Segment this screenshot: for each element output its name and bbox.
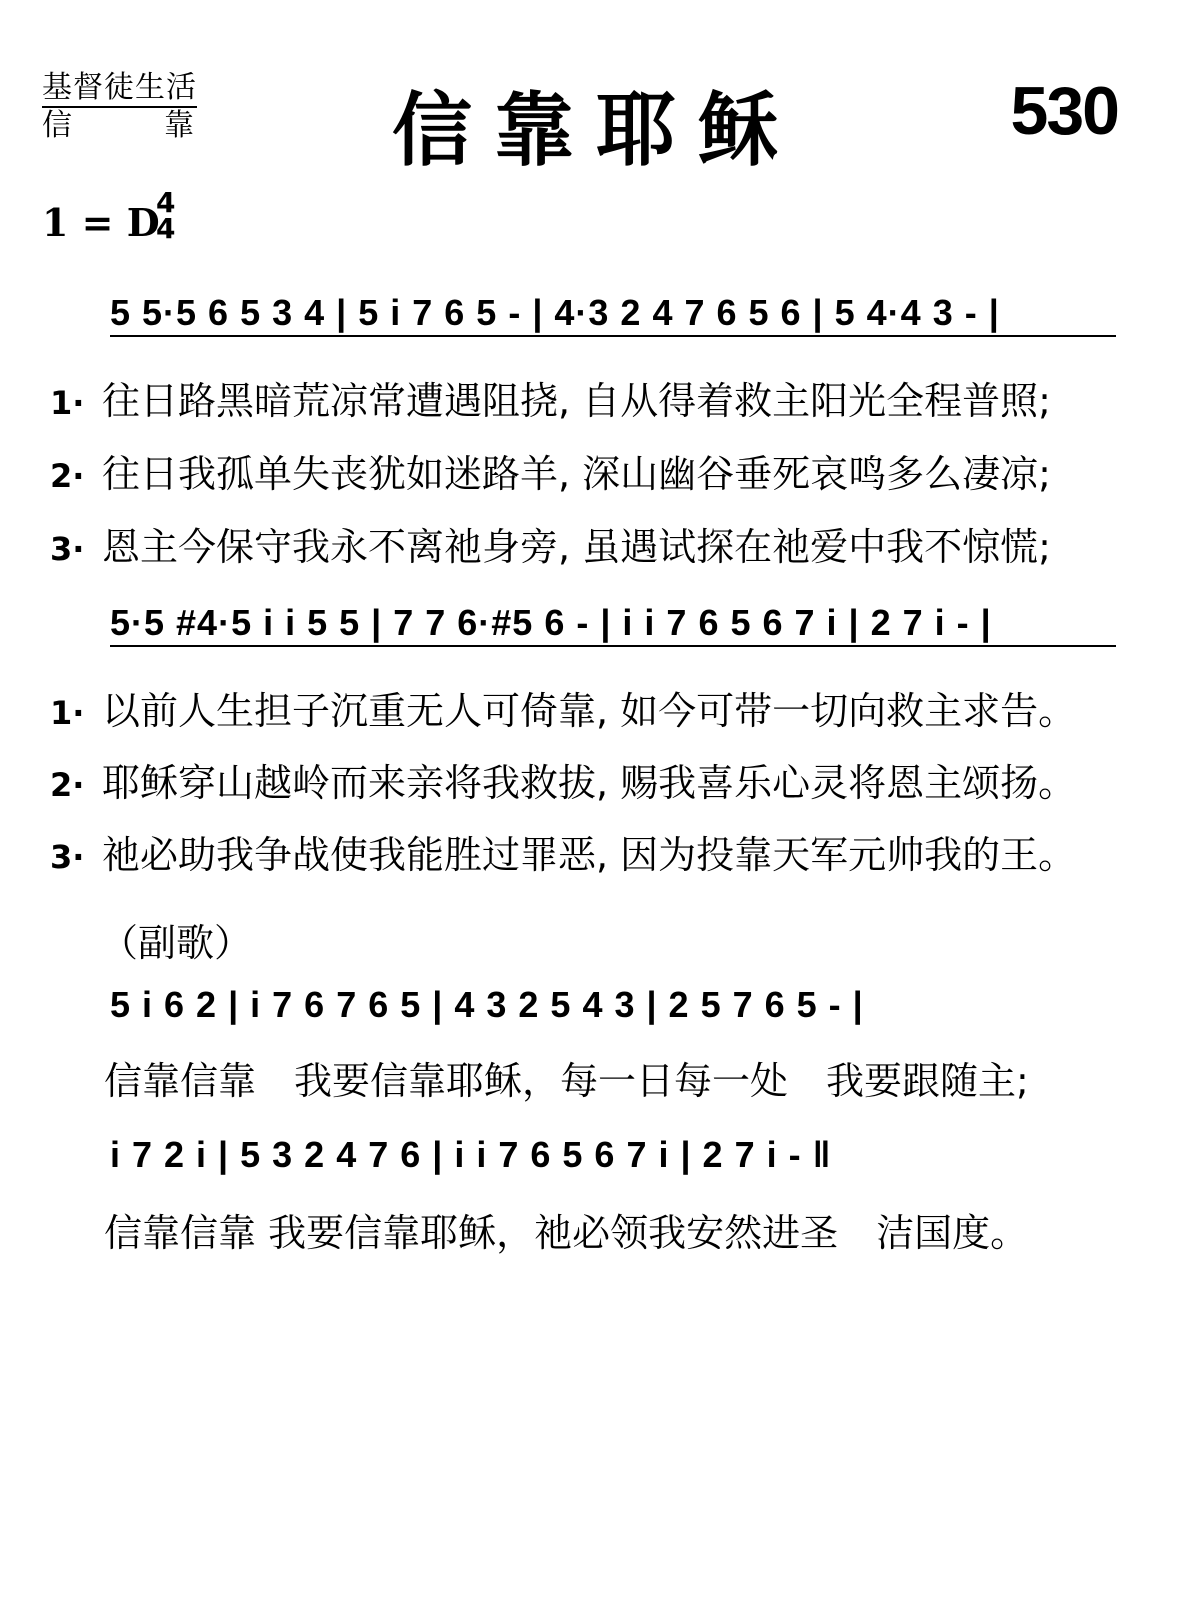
chorus-label: （副歌） bbox=[100, 921, 253, 965]
verse-3-line-2 bbox=[50, 824, 1076, 879]
verse-number: 3· bbox=[50, 838, 85, 876]
category-line2-a: 信 bbox=[42, 108, 72, 143]
category-line2 bbox=[42, 108, 194, 144]
hymn-title: 信靠耶稣 bbox=[392, 84, 800, 177]
verse-text: 恩主今保守我永不离祂身旁, 虽遇试探在祂爱中我不惊慌; bbox=[102, 525, 1051, 569]
time-bottom: 4 bbox=[156, 212, 176, 245]
verse-3-line-1 bbox=[50, 516, 1051, 571]
verse-text: 以前人生担子沉重无人可倚靠, 如今可带一切向救主求告。 bbox=[102, 689, 1077, 733]
verse-number: 1· bbox=[50, 384, 85, 422]
hymn-number: 530 bbox=[1010, 73, 1118, 149]
verse-number: 2· bbox=[50, 766, 85, 804]
verse-2-line-2 bbox=[50, 752, 1076, 807]
verse-2-line-1 bbox=[50, 443, 1051, 498]
verse-text: 往日路黑暗荒凉常遭遇阻挠, 自从得着救主阳光全程普照; bbox=[102, 379, 1051, 423]
chorus-lyric-line-2: 信靠信靠 我要信靠耶稣，祂必领我安然进圣 洁国度。 bbox=[104, 1211, 1029, 1255]
score-line-chorus-b: i 7 2 i | 5 3 2 4 7 6 | i i 7 6 5 6 7 i | 2 7 i - ‖ bbox=[110, 1134, 832, 1175]
score-underline bbox=[110, 645, 1116, 647]
category-line2-b: 靠 bbox=[164, 108, 194, 143]
score-underline bbox=[110, 335, 1116, 337]
verse-number: 3· bbox=[50, 530, 85, 568]
score-line-verse-a: 5 5·5 6 5 3 4 | 5 i 7 6 5 - | 4·3 2 4 7 6 5 6 | 5 4·4 3 - | bbox=[110, 292, 1000, 333]
time-signature bbox=[156, 186, 176, 245]
key-signature: 1 = D bbox=[42, 200, 160, 245]
verse-number: 1· bbox=[50, 694, 85, 732]
category-label bbox=[42, 70, 197, 144]
chorus-lyric-line-1: 信靠信靠 我要信靠耶稣，每一日每一处 我要跟随主; bbox=[104, 1059, 1029, 1103]
verse-1-line-1 bbox=[50, 370, 1051, 425]
verse-text: 往日我孤单失丧犹如迷路羊, 深山幽谷垂死哀鸣多么凄凉; bbox=[102, 452, 1051, 496]
category-line1: 基督徒生活 bbox=[42, 70, 197, 108]
verse-text: 祂必助我争战使我能胜过罪恶, 因为投靠天军元帅我的王。 bbox=[102, 833, 1077, 877]
score-line-verse-b: 5·5 #4·5 i i 5 5 | 7 7 6·#5 6 - | i i 7 6 5 6 7 i | 2 7 i - | bbox=[110, 602, 992, 643]
score-line-chorus-a: 5 i 6 2 | i 7 6 7 6 5 | 4 3 2 5 4 3 | 2 5 7 6 5 - | bbox=[110, 984, 864, 1025]
time-top: 4 bbox=[156, 186, 176, 219]
verse-text: 耶稣穿山越岭而来亲将我救拔, 赐我喜乐心灵将恩主颂扬。 bbox=[102, 761, 1077, 805]
verse-number: 2· bbox=[50, 457, 85, 495]
verse-1-line-2 bbox=[50, 680, 1076, 735]
